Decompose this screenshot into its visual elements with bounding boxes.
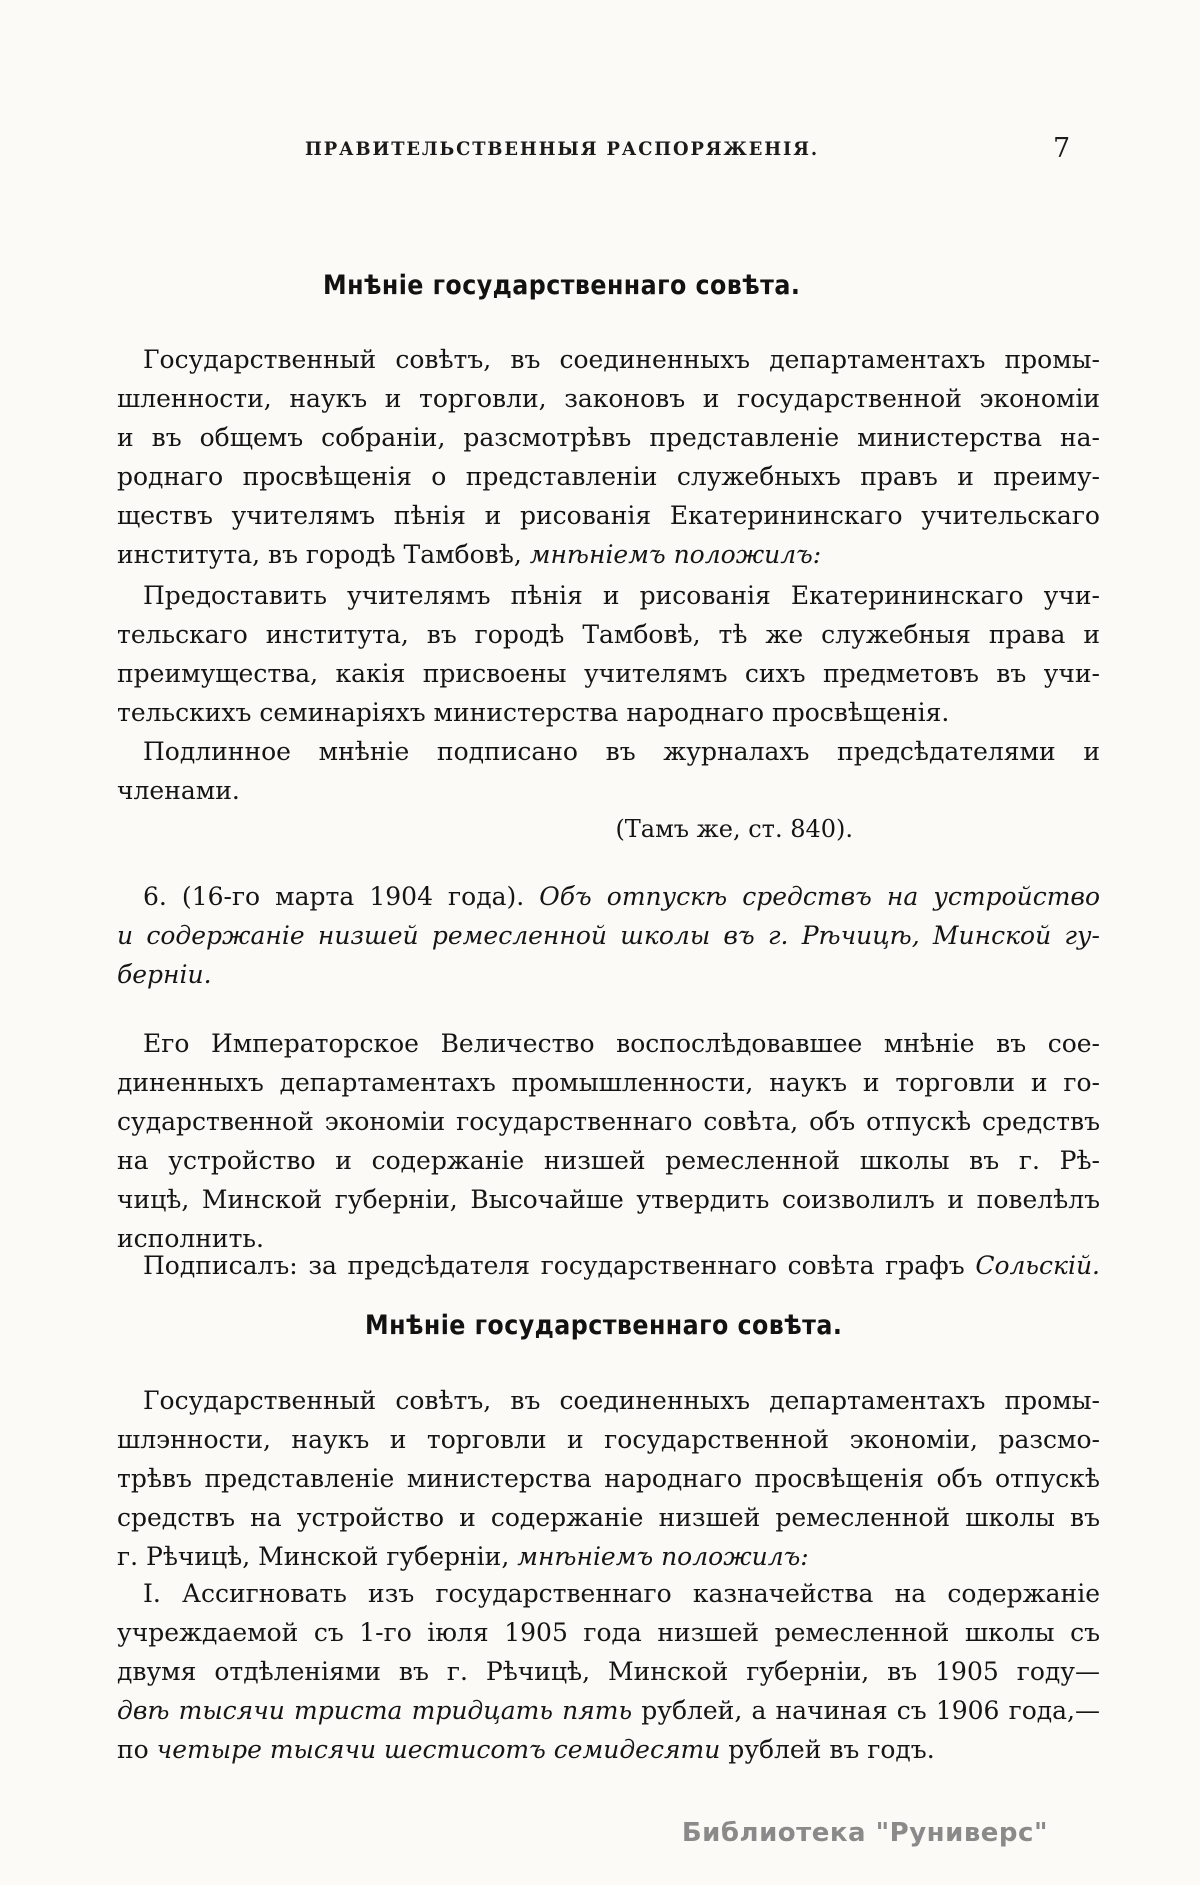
paragraph-resolution-1: [117, 576, 1100, 732]
section-heading-1: [323, 270, 1100, 300]
library-watermark: Библиотека "Руниверс": [681, 1818, 1048, 1848]
text-line: [117, 877, 1100, 916]
text-line: средствъ на устройство и содержаніе низшей ремесленной школы въ: [117, 1503, 1100, 1532]
section-heading-2: [365, 1310, 1100, 1340]
text-line: [117, 916, 1100, 955]
sum-1906-italic: четыре тысячи шестисотъ семидесяти: [156, 1735, 721, 1764]
paragraph-council-opinion-2: [117, 1381, 1100, 1576]
text-line: [117, 955, 1100, 994]
text-line: на устройство и содержаніе низшей ремесленной школы въ г. Рѣ-: [117, 1146, 1100, 1175]
text-line: І. Ассигновать изъ государственнаго казначейства на содержаніе: [143, 1579, 1100, 1608]
item-title-run: Объ отпускѣ средствъ на устройство: [539, 882, 1101, 911]
text-line: учреждаемой съ 1-го іюля 1905 года низшей ремесленной школы съ: [117, 1618, 1100, 1647]
text-run: института, въ городѣ Тамбовѣ,: [117, 540, 530, 569]
text-line: исполнить.: [117, 1224, 264, 1253]
text-line: диненныхъ департаментахъ промышленности, наукъ и торговли и го-: [117, 1068, 1100, 1097]
text-line: тельскаго института, въ городѣ Тамбовѣ, тѣ же служебныя права и: [117, 620, 1100, 649]
text-line: [117, 1730, 1100, 1769]
text-line: [117, 1537, 1100, 1576]
item-title-run: и содержаніе низшей ремесленной школы въ г. Рѣчицѣ, Минской гу-: [117, 921, 1100, 950]
text-run-italic: мнѣніемъ положилъ:: [529, 540, 822, 569]
text-line: Государственный совѣтъ, въ соединенныхъ департаментахъ промы-: [143, 1386, 1100, 1415]
text-line: двумя отдѣленіями въ г. Рѣчицѣ, Минской губерніи, въ 1905 году—: [117, 1657, 1100, 1686]
text-line: ществъ учителямъ пѣнія и рисованія Екатерининскаго учительскаго: [117, 501, 1100, 530]
running-header-title: ПРАВИТЕЛЬСТВЕННЫЯ РАСПОРЯЖЕНІЯ.: [305, 138, 819, 160]
paragraph-item-6-title: [117, 877, 1100, 994]
text-line: [117, 535, 1100, 574]
text-line: сударственной экономіи государственнаго совѣта, объ отпускѣ средствъ: [117, 1107, 1100, 1136]
text-line: и въ общемъ собраніи, разсмотрѣвъ представленіе министерства на-: [117, 423, 1100, 452]
source-citation: (Тамъ же, ст. 840).: [615, 815, 853, 843]
page-number: 7: [1053, 133, 1071, 164]
text-line: преимущества, какія присвоены учителямъ сихъ предметовъ въ учи-: [117, 659, 1100, 688]
text-run: по: [117, 1735, 157, 1764]
item-title-run: берніи.: [117, 960, 212, 989]
text-line: Его Императорское Величество воспослѣдовавшее мнѣніе въ сое-: [143, 1029, 1100, 1058]
paragraph-signed-note: Подлинное мнѣніе подписано въ журналахъ предсѣдателями и членами.: [117, 737, 1100, 805]
page-content: [117, 0, 1100, 1769]
text-run: Подписалъ: за предсѣдателя государственнаго совѣта графъ: [143, 1251, 976, 1280]
sum-1905-italic: двѣ тысячи триста тридцать пять: [117, 1696, 633, 1725]
paragraph-appropriation: [117, 1574, 1100, 1769]
item-number-date: 6. (16-го марта 1904 года).: [143, 882, 540, 911]
text-line: трѣвъ представленіе министерства народнаго просвѣщенія объ отпускѣ: [117, 1464, 1100, 1493]
text-line: шленности, наукъ и торговли, законовъ и государственной экономіи: [117, 384, 1100, 413]
running-header: [305, 138, 852, 160]
text-run: рублей въ годъ.: [720, 1735, 935, 1764]
text-line: тельскихъ семинаріяхъ министерства народнаго просвѣщенія.: [117, 698, 950, 727]
section-heading-1-text: Мнѣніе государственнаго совѣта.: [323, 270, 801, 301]
text-line: роднаго просвѣщенія о представленіи служебныхъ правъ и преиму-: [117, 462, 1100, 491]
text-line: [117, 1246, 1100, 1285]
text-line: Предоставить учителямъ пѣнія и рисованія Екатерининскаго учи-: [143, 581, 1100, 610]
text-line: чицѣ, Минской губерніи, Высочайше утвердить соизволилъ и повелѣлъ: [117, 1185, 1100, 1214]
text-line: [117, 1691, 1100, 1730]
paragraph-signature: [117, 1246, 1100, 1285]
text-line: шлэнности, наукъ и торговли и государственной экономіи, разсмо-: [117, 1425, 1100, 1454]
text-run: г. Рѣчицѣ, Минской губерніи,: [117, 1542, 518, 1571]
text-run: рублей, а начиная съ 1906 года,—: [632, 1696, 1100, 1725]
text-run-italic: мнѣніемъ положилъ:: [517, 1542, 809, 1571]
signature-name: Сольскій.: [975, 1251, 1100, 1280]
section-heading-2-text: Мнѣніе государственнаго совѣта.: [365, 1310, 843, 1341]
paragraph-imperial-approval: [117, 1024, 1100, 1258]
paragraph-council-opinion-1: [117, 340, 1100, 574]
text-line: Государственный совѣтъ, въ соединенныхъ департаментахъ промы-: [143, 345, 1100, 374]
